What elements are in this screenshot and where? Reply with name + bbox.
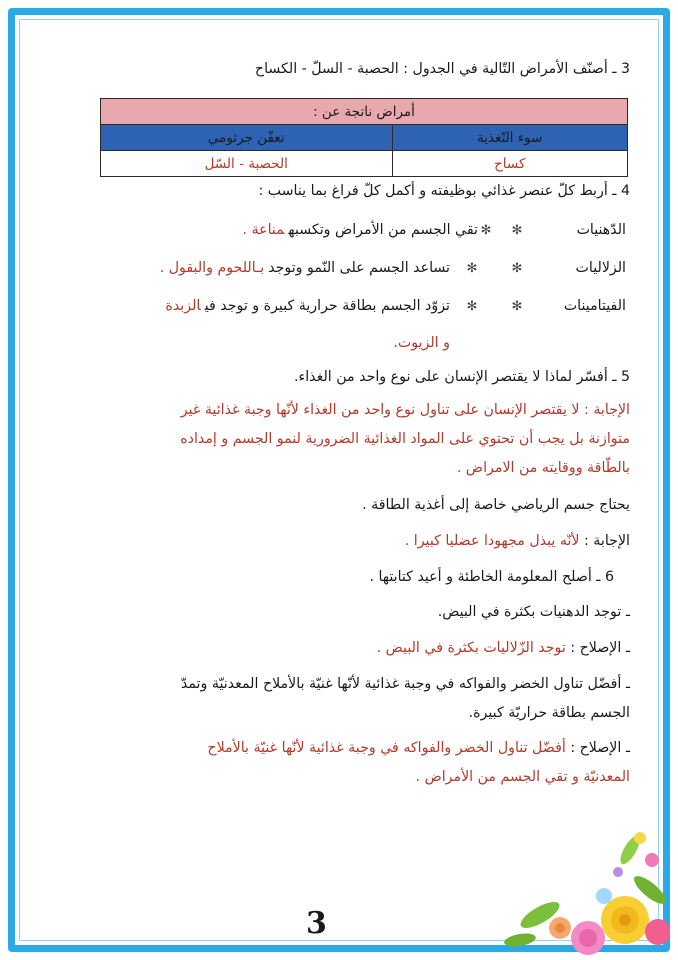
q5-second-answer [40, 530, 630, 552]
nutrient-name: الزلاليات [575, 260, 626, 276]
asterisk-icon: ✻ [511, 298, 523, 314]
list-item [40, 290, 626, 322]
nutrient-answer: بـاللحوم والبقول . [159, 260, 265, 276]
nutrient-answer: مناعة . [242, 222, 285, 238]
q6-statement-2 [40, 670, 630, 728]
nutrient-function: تزوّد الجسم بطاقة حرارية كبيرة و توجد في [204, 298, 450, 314]
q5-second-question: يحتاج جسم الرياضي خاصة إلى أغذية الطاقة . [362, 497, 630, 513]
q4-items [40, 214, 626, 354]
asterisk-icon: ✻ [466, 298, 478, 314]
q3-prompt: 3 ـ أصنّف الأمراض التّالية في الجدول : الحصبة - السلّ - الكساح [254, 61, 630, 77]
flower-bouquet-icon [500, 820, 670, 955]
asterisk-icon: ✻ [480, 222, 492, 238]
correction-text: توجد الزّلاليات بكثرة في البيض . [376, 640, 566, 656]
q5-answer [40, 396, 630, 483]
correction-text: أفضّل تناول الخضر والفواكه في وجبة غذائية لأنّها غنيّة بالأملاح [207, 740, 566, 756]
q6-statement-1: ـ توجد الدهنيات بكثرة في البيض. [437, 604, 630, 620]
asterisk-icon: ✻ [511, 222, 523, 238]
nutrient-answer: الزبدة [165, 298, 201, 314]
table-answer-malnutrition: كساح [392, 151, 627, 177]
table-header: أمراض ناتجة عن : [101, 99, 628, 125]
statement-line: الجسم بطاقة حراريّة كبيرة. [468, 705, 630, 721]
answer-line: متوازنة بل يجب أن تحتوي على المواد الغذائية الضرورية لنمو الجسم و إمداده [180, 431, 630, 447]
correction-label: ـ الإصلاح : [570, 740, 630, 756]
correction-text: المعدنيّة و تقي الجسم من الأمراض . [415, 769, 630, 785]
q5-prompt: 5 ـ أفسّر لماذا لا يقتصر الإنسان على نوع واحد من الغذاء. [294, 369, 630, 385]
list-item [40, 252, 626, 284]
list-item [40, 214, 626, 246]
nutrient-answer-continued: و الزيوت. [393, 335, 450, 351]
answer-line: بالطّاقة ووقايته من الامراض . [456, 460, 630, 476]
nutrient-name: الفيتامينات [563, 298, 626, 314]
table-col-infection: تعفّن جرثومي [101, 125, 393, 151]
q4-prompt: 4 ـ أربط كلّ عنصر غذائي بوظيفته و أكمل كلّ فراغ بما يناسب : [258, 183, 630, 199]
diseases-table [100, 98, 628, 177]
correction-label: ـ الإصلاح : [570, 640, 630, 656]
answer-text: لأنّه يبذل مجهودا عضليا كبيرا . [404, 533, 580, 549]
nutrient-function: تقي الجسم من الأمراض وتكسبه [288, 222, 478, 238]
page-number: 3 [306, 906, 327, 941]
q6-correction-2 [40, 734, 630, 792]
answer-label: الإجابة : [584, 533, 630, 549]
table-col-malnutrition: سوء التّغذية [392, 125, 627, 151]
statement-line: ـ أفضّل تناول الخضر والفواكه في وجبة غذائية لأنّها غنيّة بالأملاح المعدنيّة وتمدّ [180, 676, 630, 692]
q6-correction-1 [40, 637, 630, 659]
answer-line: الإجابة : لا يقتصر الإنسان على تناول نوع واحد من الغذاء لأنّها وجبة غذائية غير [180, 402, 630, 418]
nutrient-function: تساعد الجسم على النّمو وتوجد [268, 260, 450, 276]
worksheet-content [40, 58, 638, 792]
table-answer-infection: الحصبة - السّل [101, 151, 393, 177]
asterisk-icon: ✻ [466, 260, 478, 276]
q6-prompt: 6 ـ أصلح المعلومة الخاطئة و أعيد كتابتها . [369, 569, 614, 585]
asterisk-icon: ✻ [511, 260, 523, 276]
nutrient-name: الدّهنيات [576, 222, 626, 238]
